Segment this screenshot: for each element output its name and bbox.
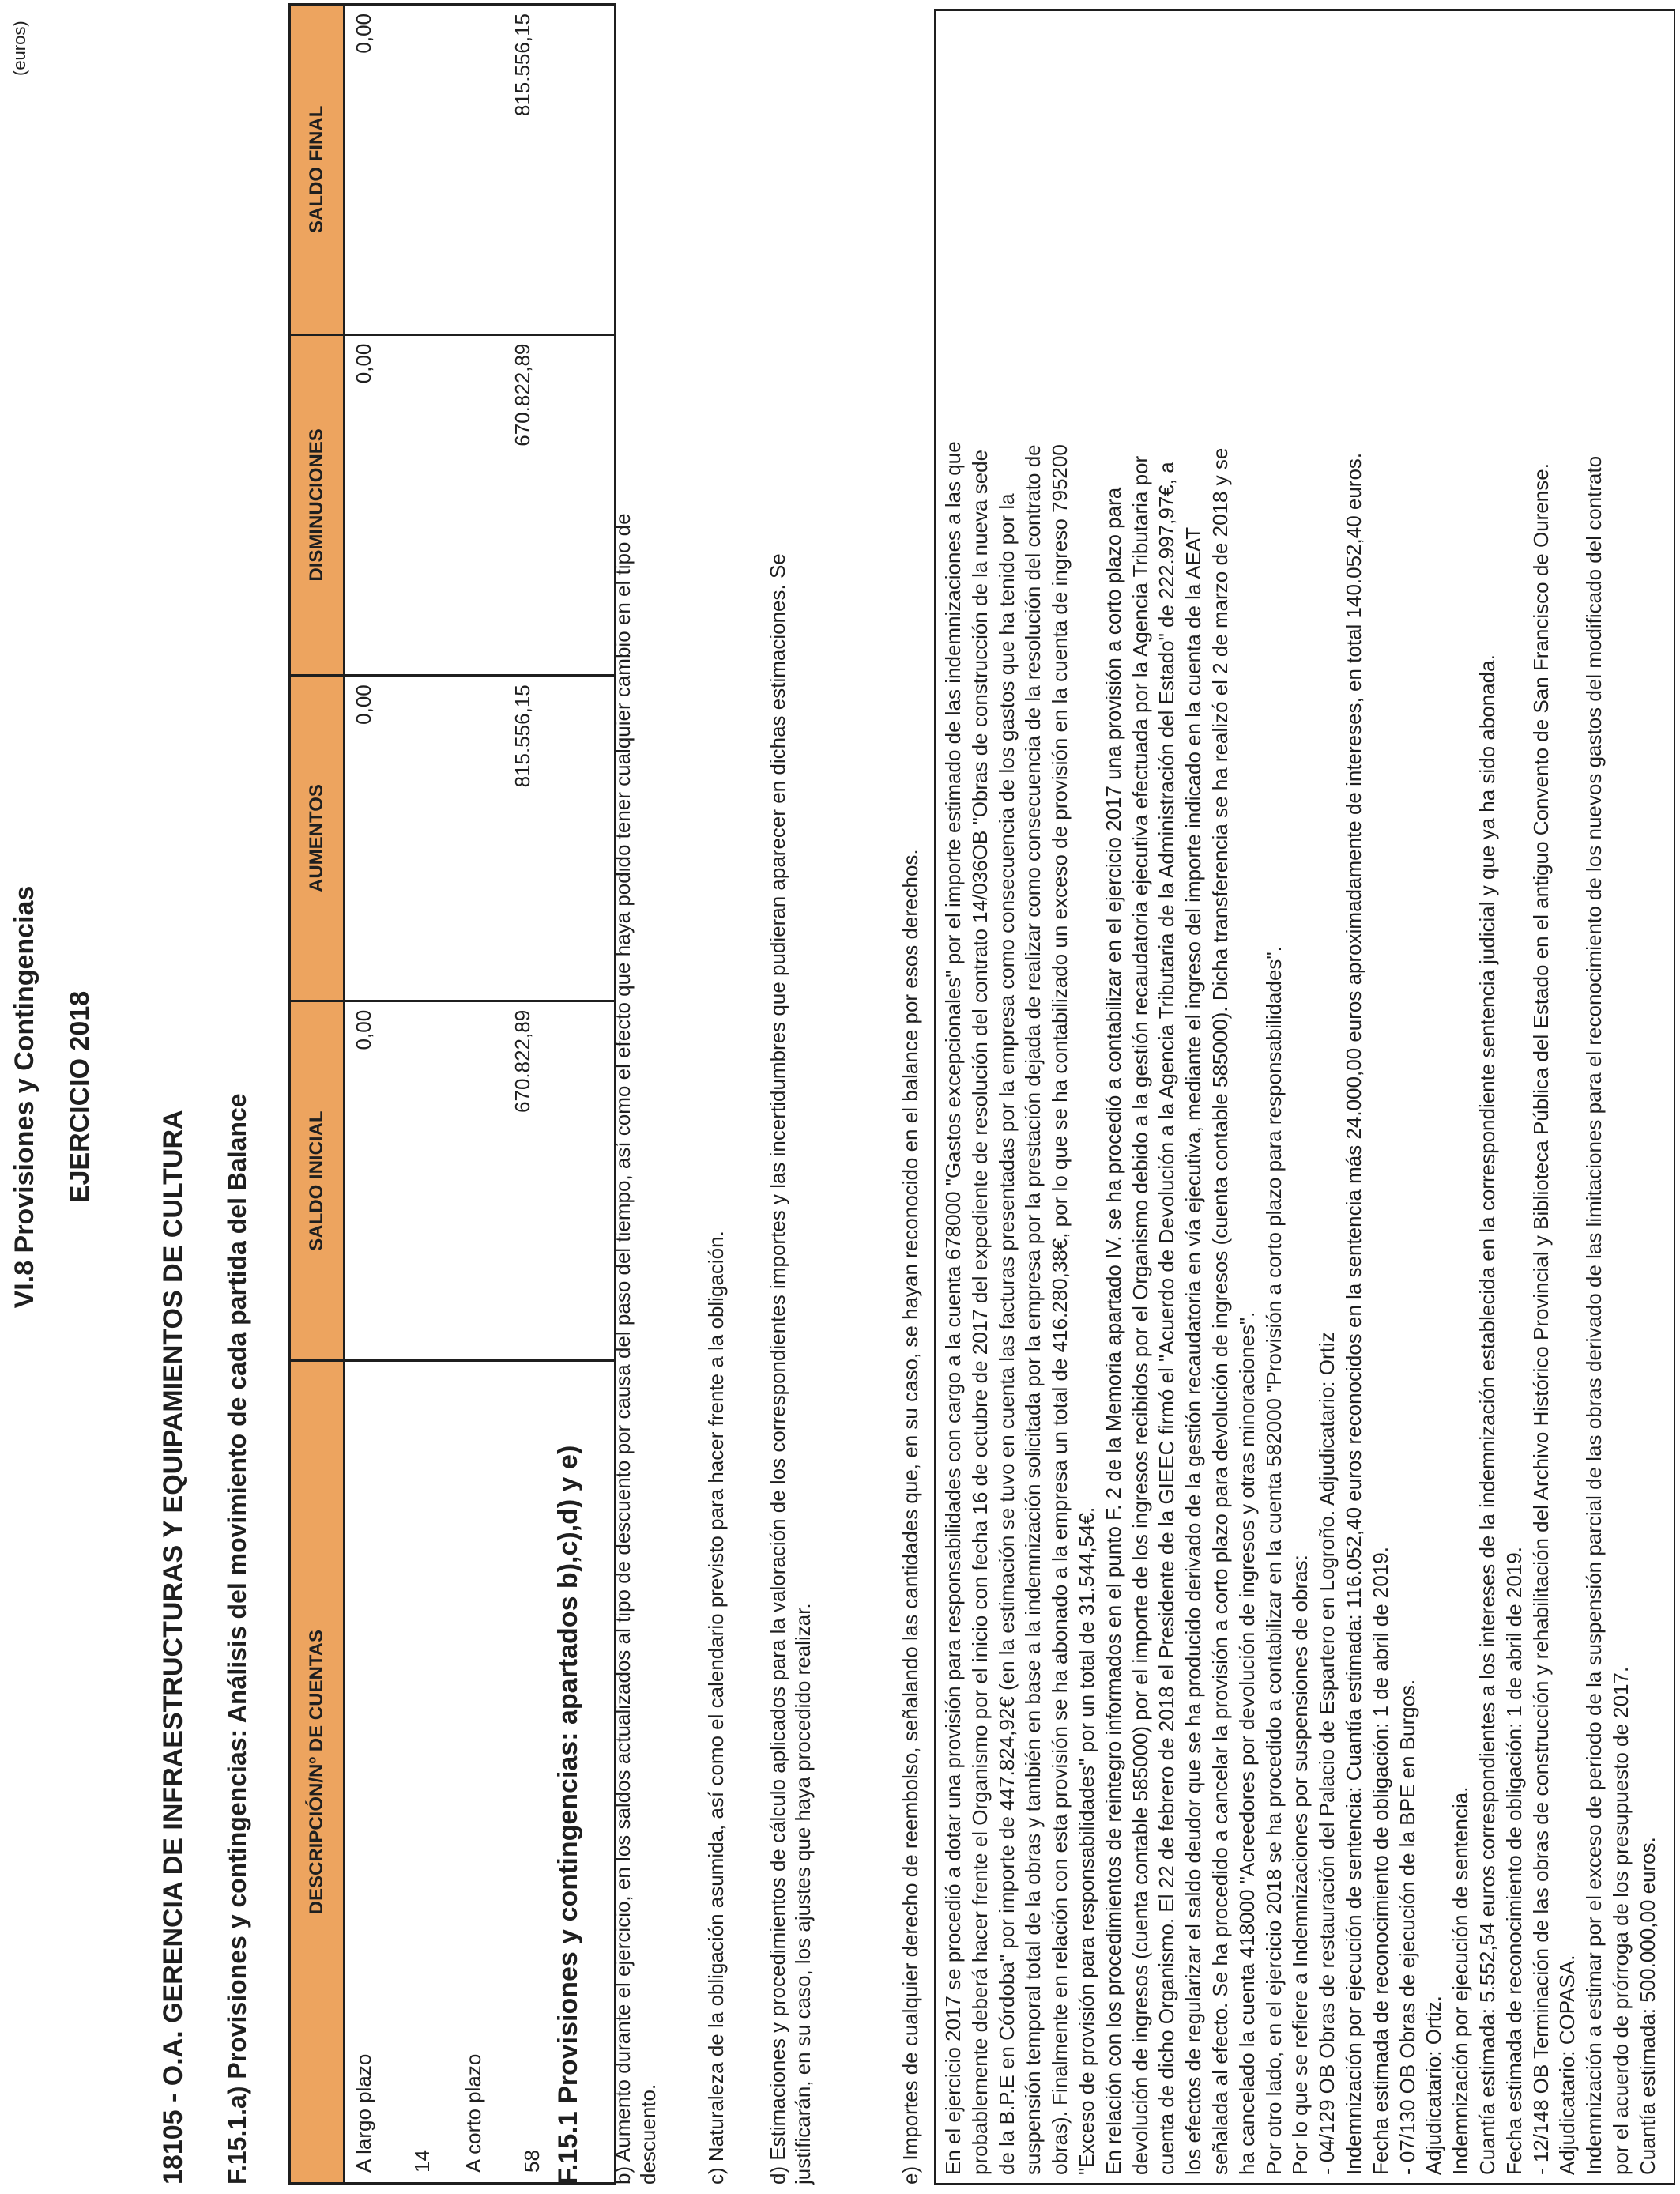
- disminuciones-cell: 670.822,89: [455, 334, 616, 676]
- box-line: los efectos de regularizar el saldo deudor que se ha producido derivado de la gestión recaudatoria en vía ejecutiva, mediante el ingreso del importe indicado en la cuenta de la AEAT: [1181, 526, 1206, 2175]
- col-header-disminuciones: DISMINUCIONES: [290, 334, 345, 676]
- box-line: Indemnización por ejecución de sentencia.: [1448, 1786, 1473, 2175]
- paragraph-d: [765, 19, 816, 2185]
- col-header-saldo-final: SALDO FINAL: [290, 5, 345, 335]
- paragraph-b: [610, 19, 661, 2185]
- aumentos-cell: 0,00: [345, 676, 456, 1001]
- fiscal-year-title: EJERCICIO 2018: [65, 990, 95, 1204]
- box-line: devolución de ingresos (cuenta contable 585000) por el importe de los ingresos recibidos por el Organismo debido a la gestión recaudatoria ejecutiva efectuada por la Agencia Tributaria por: [1128, 455, 1152, 2175]
- paragraph-line: justificarán, en su caso, los ajustes que haya procedido realizar.: [791, 1603, 815, 2185]
- currency-note: (euros): [9, 21, 29, 76]
- box-line: Fecha estimada de reconocimiento de obligación: 1 de abril de 2019.: [1501, 1547, 1526, 2175]
- box-line: - 12/148 OB Terminación de las obras de construcción y rehabilitación del Archivo Histórico Provincial y Biblioteca Pública del Estado en el antiguo Convento de San Francisco de Ourense.: [1528, 463, 1553, 2175]
- paragraph-line: descuento.: [636, 2083, 660, 2185]
- col-header-saldo-inicial: SALDO INICIAL: [290, 1001, 345, 1361]
- table-header-row: [290, 5, 345, 2184]
- saldo-inicial-cell: 670.822,89: [455, 1001, 616, 1361]
- aumentos-cell: 815.556,15: [455, 676, 616, 1001]
- box-line: señalada al efecto. Se ha procedido a cancelar la provisión a corto plazo para devolución de ingresos (cuenta contable 585000). Dicha transferencia se ha realizó el 2 de marzo de 2018 y se: [1207, 447, 1232, 2175]
- box-line: cuenta de dicho Organismo. El 22 de febrero de 2018 el Presidente de la GIEEC firmó el "Acuerdo de Devolución a la Agencia Tributaria de la Administración del Estado" de 222.997,97€, a: [1155, 462, 1179, 2175]
- saldo-final-cell: 815.556,15: [455, 5, 616, 335]
- box-line: Cuantía estimada: 500.000,00 euros.: [1635, 1837, 1659, 2175]
- col-header-aumentos: AUMENTOS: [290, 676, 345, 1001]
- disminuciones-cell: 0,00: [345, 334, 456, 676]
- organism-heading: 18105 - O.A. GERENCIA DE INFRAESTRUCTURAS Y EQUIPAMIENTOS DE CULTURA: [158, 1110, 188, 2185]
- box-line: - 04/129 OB Obras de restauración del Palacio de Espartero en Logroño. Adjudicatario: Ortiz: [1315, 1332, 1339, 2175]
- table-row: [455, 5, 616, 2184]
- box-line: ha cancelado la cuenta 418000 "Acreedores por devolución de ingresos y otras minoraciones".: [1234, 1311, 1259, 2175]
- box-line: Por lo que se refiere a Indemnizaciones por suspensiones de obras:: [1288, 1555, 1313, 2175]
- saldo-inicial-cell: 0,00: [345, 1001, 456, 1361]
- box-line: suspensión temporal total de la obras y también en base a la indemnización solicitada por la empresa por la prestación dejada de realizar como consecuencia de la resolución del contrato de: [1021, 444, 1045, 2175]
- box-line: probablemente deberá hacer frente el Organismo por el inicio con fecha 16 de octubre de 2017 del expediente de resolución del contrato 14/036OB "Obras de construcción de la nueva sede: [967, 449, 992, 2175]
- box-line: de la B.P.E en Córdoba" por importe de 447.824,92€ (en la estimación se tuvo en cuenta las facturas presentadas por la empresa como consecuencia de los gastos que ha tenido por la: [994, 493, 1019, 2175]
- box-line: Fecha estimada de reconocimiento de obligación: 1 de abril de 2019.: [1368, 1547, 1392, 2175]
- paragraph-e: e) Importes de cualquier derecho de reembolso, señalando las cantidades que, en su caso, se hayan reconocido en el balance por esos derechos.: [898, 849, 922, 2185]
- box-line: Adjudicatario: Ortiz.: [1422, 1996, 1446, 2175]
- box-line: En relación con los procedimientos de reintegro informados en el punto F. 2 de la Memoria apartado IV. se ha procedió a contabilizar en el ejercicio 2017 una provisión a corto plazo para: [1101, 487, 1125, 2175]
- box-line: - 07/130 OB Obras de ejecución de la BPE en Burgos.: [1395, 1679, 1419, 2175]
- table-row: [345, 5, 456, 2184]
- row-description-cell: [345, 1361, 456, 2184]
- row-description-cell: [455, 1361, 616, 2184]
- box-line: obras). Finalmente en relación con esta provisión se ha abonado a la empresa un total de 416.280,38€, por lo que se ha contabilizado un exceso de provisión en la cuenta de ingreso 795200: [1048, 444, 1072, 2175]
- paragraph-line: b) Aumento durante el ejercicio, en los saldos actualizados al tipo de descuento por causa del paso del tiempo, así como el efecto que haya podido tener cualquier cambio en el tipo de: [611, 513, 635, 2185]
- box-line: por el acuerdo de prórroga de los presupuesto de 2017.: [1608, 1666, 1633, 2175]
- saldo-final-cell: 0,00: [345, 5, 456, 335]
- box-line: Adjudicatario: COPASA.: [1555, 1955, 1580, 2175]
- box-line: En el ejercicio 2017 se procedió a dotar una provisión para responsabilidades con cargo a la cuenta 678000 "Gastos excepcionales" por el importe estimado de las indemnizaciones a las que: [941, 441, 965, 2175]
- row-label: A largo plazo: [352, 2053, 375, 2173]
- box-line: Indemnización a estimar por el exceso de periodo de la suspensión parcial de las obras derivado de las limitaciones para el reconocimiento de los nuevos gastos del modificado del contrato: [1582, 455, 1607, 2175]
- box-line: Por otro lado, en el ejercicio 2018 se ha procedido a contabilizar en la cuenta 582000 "Provisión a corto plazo para responsabilidades".: [1261, 946, 1286, 2175]
- paragraph-line: d) Estimaciones y procedimientos de cálculo aplicados para la valoración de los correspondientes importes y las incertidumbres que pudieran aparecer en dichas estimaciones. Se: [766, 553, 789, 2185]
- box-line: Indemnización por ejecución de sentencia: Cuantía estimada: 116.052,40 euros reconocidos en la sentencia más 24.000,00 euros aproximadamente de intereses, en total 140.052,40 euros.: [1341, 452, 1365, 2175]
- col-header-descripcion: DESCRIPCIÓN/Nº DE CUENTAS: [290, 1361, 345, 2184]
- page-title: VI.8 Provisiones y Contingencias: [9, 885, 40, 1309]
- box-line: Cuantía estimada: 5.552,54 euros correspondientes a los intereses de la indemnización establecida en la correspondiente sentencia judicial y que ya ha sido abonada.: [1475, 654, 1499, 2175]
- paragraph-c: c) Naturaleza de la obligación asumida, así como el calendario previsto para hacer frente a la obligación.: [704, 1231, 728, 2185]
- table-title: F.15.1.a) Provisiones y contingencias: Análisis del movimiento de cada partida del Balance: [223, 1093, 251, 2185]
- row-label: A corto plazo: [461, 2053, 485, 2173]
- explanatory-text-box: [934, 9, 1675, 2185]
- section-title: F.15.1 Provisiones y contingencias: apartados b),c),d) y e): [553, 1445, 583, 2185]
- row-account-code: 58: [520, 2150, 544, 2173]
- box-line: "Exceso de provisión para responsabilidades" por un total de 31.544,54€.: [1074, 1506, 1098, 2175]
- row-account-code: 14: [410, 2150, 434, 2173]
